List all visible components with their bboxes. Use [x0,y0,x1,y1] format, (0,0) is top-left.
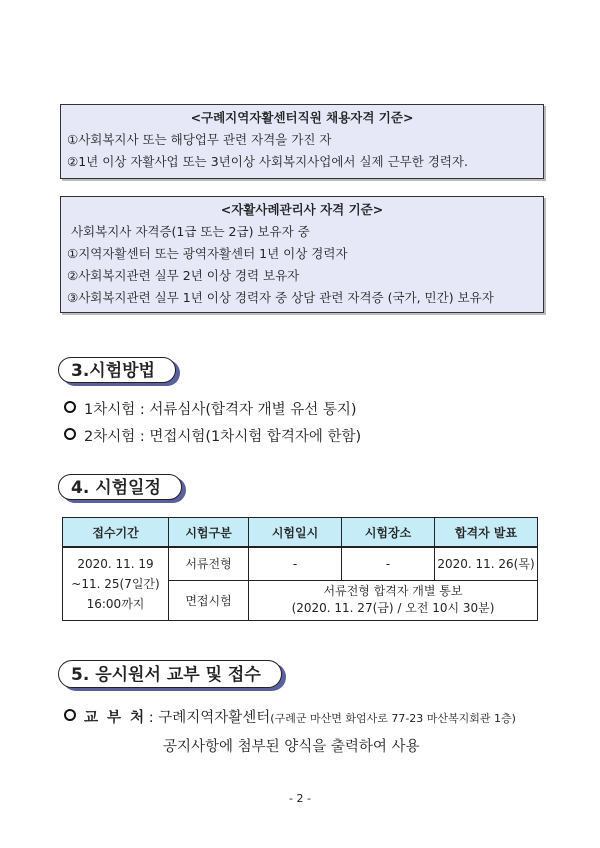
table-header-row [63,518,538,548]
table-cell: 서류전형 [169,547,249,580]
box-line: ②사회복지관련 실무 2년 이상 경력 보유자 [67,268,300,283]
period-line: 16:00까지 [86,596,145,611]
box-line: ②1년 이상 자활사업 또는 3년이상 사회복지사업에서 실제 근무한 경력자. [67,154,468,169]
column-header: 시험장소 [342,518,435,548]
note-text: 공지사항에 첨부된 양식을 출력하여 사용 [163,739,420,755]
list-item-text: 1차시험 : 서류심사(합격자 개별 유선 통지) [84,402,357,418]
box-title: <자활사례관리사 자격 기준> [220,202,384,217]
table-cell: 2020. 11. 26(목) [435,547,538,580]
box-title: <구례지역자활센터직원 채용자격 기준> [190,110,414,125]
section-heading-exam-method: 3.시험방법 [58,357,176,383]
table-cell: 면접시험 [169,580,249,620]
address: (구례군 마산면 화엄사로 77-23 마산복지회관 1층) [270,712,516,725]
circle-bullet-icon [64,428,76,440]
list-item [64,706,516,727]
separator: : [144,710,159,726]
application-period-cell [63,547,169,620]
period-line: 2020. 11. 19 [77,556,154,571]
page-number: - 2 - [289,792,311,805]
circle-bullet-icon [64,709,76,721]
list-item-label: 교 부 처 [84,710,145,726]
table-cell: - [249,547,342,580]
staff-qualification-box [60,104,544,179]
note-line: (2020. 11. 27(금) / 오전 10시 30분) [291,601,495,615]
note-line: 서류전형 합격자 개별 통보 [323,584,463,598]
table-cell: - [342,547,435,580]
list-item [64,398,357,419]
column-header: 시험일시 [249,518,342,548]
column-header: 접수기간 [63,518,169,548]
table-row [63,547,538,580]
box-line: ①지역자활센터 또는 광역자활센터 1년 이상 경력자 [67,246,348,261]
schedule-table [62,517,538,621]
list-item [64,425,361,446]
period-line: ~11. 25(7일간) [71,576,160,591]
place-name: 구례지역자활센터 [158,710,271,726]
case-manager-qualification-box [60,196,544,313]
circle-bullet-icon [64,401,76,413]
column-header: 시험구분 [169,518,249,548]
section-heading-application: 5. 응시원서 교부 및 접수 [58,660,282,688]
section-heading-exam-schedule: 4. 시험일정 [58,474,182,500]
box-line: ③사회복지관련 실무 1년 이상 경력자 중 상담 관련 자격증 (국가, 민간) 보유자 [67,290,494,305]
list-item-text: 2차시험 : 면접시험(1차시험 합격자에 한함) [84,429,362,445]
box-line: ①사회복지사 또는 해당업무 관련 자격을 가진 자 [67,132,332,147]
box-line: 사회복지사 자격증(1급 또는 2급) 보유자 중 [67,224,310,239]
column-header: 합격자 발표 [435,518,538,548]
table-cell [249,580,538,620]
